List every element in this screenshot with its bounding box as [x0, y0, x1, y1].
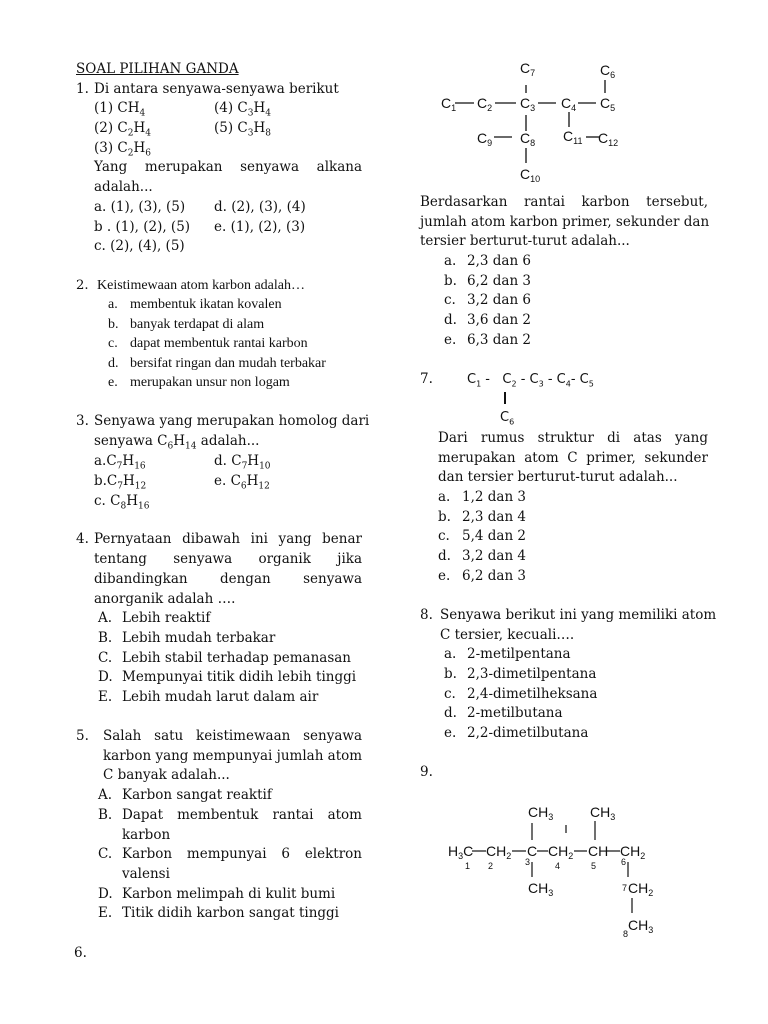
question-number: 7. [420, 371, 433, 387]
c3-label: $C_3$ [520, 95, 536, 113]
compound-5: (5) $C_3H_8$ [214, 120, 271, 139]
c-quaternary: C [527, 843, 538, 859]
option-c[interactable]: c. $C_8H_{16}$ [94, 493, 150, 512]
option-a[interactable]: a. (1), (3), (5) [94, 199, 186, 215]
h3c-group: $H_3C$ [448, 843, 474, 861]
option-letter: D. [98, 669, 113, 685]
ch3-top: $CH_3$ [590, 804, 616, 822]
question-text: dibandingkan dengan senyawa [94, 571, 362, 587]
question-text: karbon yang mempunyai jumlah atom [103, 748, 363, 764]
option-letter: c. [438, 528, 450, 544]
option-e[interactable]: Titik didih karbon sangat tinggi [122, 905, 339, 921]
carbon-number: 8 [623, 929, 629, 939]
option-letter: B. [98, 807, 113, 823]
option-b-continued[interactable]: karbon [122, 827, 171, 843]
option-e[interactable]: 2,2-dimetilbutana [467, 725, 589, 741]
option-letter: B. [98, 630, 113, 646]
option-c[interactable]: 2,4-dimetilheksana [467, 686, 598, 702]
question-text: Pernyataan dibawah ini yang benar [94, 531, 362, 547]
option-letter: C. [98, 846, 113, 862]
option-letter: E. [98, 689, 113, 705]
option-a[interactable]: $a.C_7H_{16}$ [94, 453, 146, 472]
option-letter: A. [98, 787, 113, 803]
option-letter: d. [108, 356, 119, 371]
ch2-group: $CH_2$ [486, 843, 512, 861]
option-c[interactable]: 5,4 dan 2 [462, 528, 527, 544]
option-e[interactable]: merupakan unsur non logam [130, 375, 290, 390]
option-c[interactable]: c. (2), (4), (5) [94, 238, 185, 254]
question-6-number: 6. [74, 945, 87, 961]
ch3-top: $CH_3$ [528, 804, 554, 822]
question-text: tersier berturut-turut adalah... [420, 233, 630, 249]
carbon-chain-structure-q9 [440, 795, 670, 945]
question-text: tentang senyawa organik jika [94, 551, 362, 567]
option-b[interactable]: 2,3 dan 4 [462, 509, 527, 525]
question-text: jumlah atom karbon primer, sekunder dan [420, 214, 710, 230]
carbon-chain-structure-q6 [430, 55, 630, 190]
c10-label: $C_{10}$ [520, 166, 541, 184]
option-letter: c. [444, 292, 456, 308]
option-d[interactable]: 3,6 dan 2 [467, 312, 532, 328]
compound-1: (1) $CH_4$ [94, 100, 146, 119]
option-letter: b. [438, 509, 451, 525]
question-text: anorganik adalah …. [94, 591, 236, 607]
c2-label: $C_2$ [477, 95, 493, 113]
question-text: C tersier, kecuali…. [440, 627, 575, 643]
question-number: 2. [76, 278, 89, 293]
c5-label: $C_5$ [600, 95, 616, 113]
option-letter: a. [444, 253, 457, 269]
ch3-bottom: $CH_3$ [528, 880, 554, 898]
option-a[interactable]: Karbon sangat reaktif [122, 787, 272, 803]
question-text: Dari rumus struktur di atas yang [438, 430, 708, 446]
option-letter: D. [98, 886, 113, 902]
c4-label: $C_4$ [561, 95, 577, 113]
option-letter: A. [98, 610, 113, 626]
option-c-continued[interactable]: valensi [122, 866, 170, 882]
carbon-number: 7 [622, 883, 628, 893]
option-b[interactable]: 6,2 dan 3 [467, 273, 532, 289]
option-c[interactable]: Karbon mempunyai 6 elektron [122, 846, 362, 862]
option-e[interactable]: 6,2 dan 3 [462, 568, 527, 584]
compound-4: (4) $C_3H_4$ [214, 100, 271, 119]
question-number: 4. [76, 531, 89, 547]
option-d[interactable]: Karbon melimpah di kulit bumi [122, 886, 336, 902]
option-d[interactable]: d. $C_7H_{10}$ [214, 453, 271, 472]
structure-branch: $C_6$ [500, 410, 515, 427]
option-letter: c. [444, 686, 456, 702]
option-e[interactable]: Lebih mudah larut dalam air [122, 689, 319, 705]
option-letter: e. [444, 332, 457, 348]
option-d[interactable]: 2-metilbutana [467, 705, 563, 721]
option-e[interactable]: e. $C_6H_{12}$ [214, 473, 270, 492]
option-a[interactable]: membentuk ikatan kovalen [130, 297, 282, 312]
carbon-number: 4 [555, 861, 561, 871]
carbon-number: 5 [591, 861, 597, 871]
option-letter: e. [108, 375, 118, 390]
compound-2: (2) $C_2H_4$ [94, 120, 151, 139]
page-title: SOAL PILIHAN GANDA [76, 61, 239, 77]
ch2-group: $CH_2$ [620, 843, 646, 861]
option-letter: d. [444, 312, 457, 328]
option-b[interactable]: banyak terdapat di alam [130, 317, 265, 332]
option-d[interactable]: Mempunyai titik didih lebih tinggi [122, 669, 357, 685]
question-text: dan tersier berturut-turut adalah... [438, 469, 678, 485]
option-b[interactable]: Lebih mudah terbakar [122, 630, 276, 646]
c1-label: $C_1$ [441, 95, 457, 113]
option-d[interactable]: d. (2), (3), (4) [214, 199, 306, 215]
carbon-number: 1 [465, 861, 471, 871]
ch3-end: $CH_3$ [628, 917, 654, 935]
option-letter: E. [98, 905, 113, 921]
option-c[interactable]: 3,2 dan 6 [467, 292, 532, 308]
question-stem: Yang merupakan senyawa alkana [94, 159, 362, 175]
option-letter: C. [98, 650, 113, 666]
option-a[interactable]: 1,2 dan 3 [462, 489, 527, 505]
option-d[interactable]: bersifat ringan dan mudah terbakar [130, 356, 326, 371]
compound-3: (3) $C_2H_6$ [94, 140, 151, 159]
c8-label: $C_8$ [520, 130, 536, 148]
question-number: 8. [420, 607, 433, 623]
option-letter: b. [108, 317, 119, 332]
option-a[interactable]: Lebih reaktif [122, 610, 211, 626]
carbon-number: 2 [488, 861, 494, 871]
option-b[interactable]: 2,3-dimetilpentana [467, 666, 597, 682]
question-text: Keistimewaan atom karbon adalah… [97, 278, 305, 293]
c7-label: $C_7$ [520, 60, 536, 78]
ch2-group: $CH_2$ [548, 843, 574, 861]
option-b[interactable]: $b.C_7H_{12}$ [94, 473, 147, 492]
option-letter: e. [444, 725, 457, 741]
question-text: senyawa $C_6H_{14}$ adalah... [94, 433, 260, 452]
question-text: C banyak adalah... [103, 767, 230, 783]
option-letter: d. [438, 548, 451, 564]
option-e[interactable]: e. (1), (2), (3) [214, 219, 306, 235]
option-a[interactable]: 2-metilpentana [467, 646, 571, 662]
c6-label: $C_6$ [600, 62, 616, 80]
option-c[interactable]: Lebih stabil terhadap pemanasan [122, 650, 351, 666]
option-letter: e. [438, 568, 451, 584]
option-b[interactable]: b . (1), (2), (5) [94, 219, 191, 235]
question-text: Di antara senyawa-senyawa berikut [94, 81, 339, 97]
question-text: Salah satu keistimewaan senyawa [103, 728, 362, 744]
question-text: Senyawa berikut ini yang memiliki atom [440, 607, 717, 623]
option-letter: a. [108, 297, 118, 312]
option-a[interactable]: 2,3 dan 6 [467, 253, 532, 269]
structure-bond [504, 392, 506, 404]
option-letter: b. [444, 273, 457, 289]
question-9-number: 9. [420, 764, 433, 780]
question-text: merupakan atom C primer, sekunder [438, 450, 708, 466]
option-letter: a. [438, 489, 451, 505]
option-letter: a. [444, 646, 457, 662]
question-text: Berdasarkan rantai karbon tersebut, [420, 194, 708, 210]
question-number: 5. [76, 728, 89, 744]
carbon-number: 6 [621, 857, 627, 867]
question-number: 1. [76, 81, 89, 97]
option-letter: c. [108, 336, 118, 351]
ch2-branch: $CH_2$ [628, 880, 654, 898]
option-b[interactable]: Dapat membentuk rantai atom [122, 807, 362, 823]
carbon-number: 3 [525, 857, 531, 867]
c9-label: $C_9$ [477, 130, 493, 148]
ch-group: CH [588, 843, 609, 859]
question-number: 3. [76, 413, 89, 429]
option-c[interactable]: dapat membentuk rantai karbon [130, 336, 308, 351]
c12-label: $C_{12}$ [598, 130, 619, 148]
option-e[interactable]: 6,3 dan 2 [467, 332, 532, 348]
option-letter: d. [444, 705, 457, 721]
c11-label: $C_{11}$ [563, 128, 583, 146]
option-letter: b. [444, 666, 457, 682]
question-text: Senyawa yang merupakan homolog dari [94, 413, 370, 429]
option-d[interactable]: 3,2 dan 4 [462, 548, 527, 564]
question-stem: adalah... [94, 179, 153, 195]
structure-main-chain: $C_1 - C_2 - C_3 - C_4-$ $C_5$ [467, 372, 594, 389]
